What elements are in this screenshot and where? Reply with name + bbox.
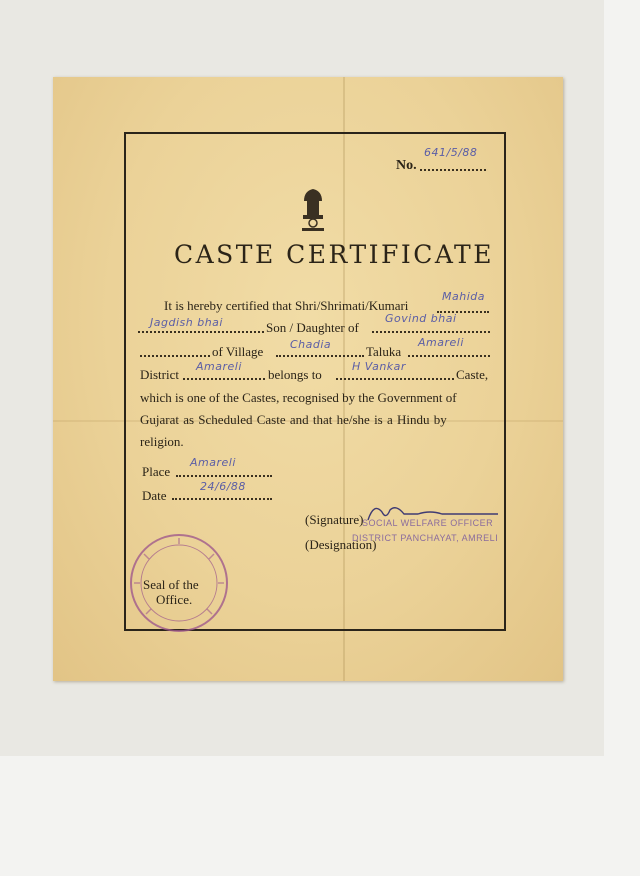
caste-label: Caste, bbox=[456, 367, 489, 382]
caste-dotted-line bbox=[336, 378, 454, 380]
certify-line-prefix: It is hereby certified that Shri/Shrimati/Kumari bbox=[164, 298, 409, 313]
seal-label-line-1: Seal of the bbox=[143, 577, 199, 592]
date-dotted-line bbox=[172, 498, 272, 500]
panchayat-stamp-line: DISTRICT PANCHAYAT, AMRELI bbox=[352, 533, 499, 543]
designation-label: (Designation) bbox=[305, 537, 377, 552]
taluka-dotted-line bbox=[408, 355, 490, 357]
name-dotted-line-2 bbox=[138, 331, 264, 333]
son-daughter-label: Son / Daughter of bbox=[266, 320, 359, 335]
national-emblem-icon bbox=[298, 183, 328, 233]
belongs-to-label: belongs to bbox=[268, 367, 322, 382]
number-label: No. bbox=[396, 158, 417, 173]
place-dotted-line bbox=[176, 475, 272, 477]
name-handwritten-1: Mahida bbox=[442, 290, 485, 303]
taluka-handwritten: Amareli bbox=[418, 336, 464, 349]
village-handwritten: Chadia bbox=[290, 338, 332, 351]
place-handwritten: Amareli bbox=[190, 456, 236, 469]
name-handwritten-2: Jagdish bhai bbox=[150, 316, 223, 329]
body-line-6: religion. bbox=[140, 434, 184, 449]
body-line-5: Gujarat as Scheduled Caste and that he/she is a Hindu by bbox=[140, 412, 447, 427]
father-dotted-line bbox=[372, 331, 490, 333]
certificate-title: CASTE CERTIFICATE bbox=[174, 240, 494, 269]
officer-stamp-line: SOCIAL WELFARE OFFICER bbox=[362, 518, 494, 528]
district-label: District bbox=[140, 367, 179, 382]
village-dotted-line bbox=[276, 355, 364, 357]
place-label: Place bbox=[142, 464, 171, 479]
body-line-4: which is one of the Castes, recognised by the Government of bbox=[140, 390, 457, 405]
certificate-number: 641/5/88 bbox=[424, 146, 478, 159]
blank-dotted-line bbox=[140, 355, 210, 357]
number-dotted-line bbox=[420, 169, 486, 171]
seal-label-line-2: Office. bbox=[156, 592, 193, 607]
caste-handwritten: H Vankar bbox=[352, 360, 406, 373]
of-village-label: of Village bbox=[212, 344, 264, 359]
father-name-handwritten: Govind bhai bbox=[385, 312, 457, 325]
district-dotted-line bbox=[183, 378, 265, 380]
date-handwritten: 24/6/88 bbox=[200, 480, 246, 493]
signature-label: (Signature) bbox=[305, 512, 364, 527]
date-label: Date bbox=[142, 488, 167, 503]
taluka-label: Taluka bbox=[366, 344, 402, 359]
district-handwritten: Amareli bbox=[196, 360, 242, 373]
